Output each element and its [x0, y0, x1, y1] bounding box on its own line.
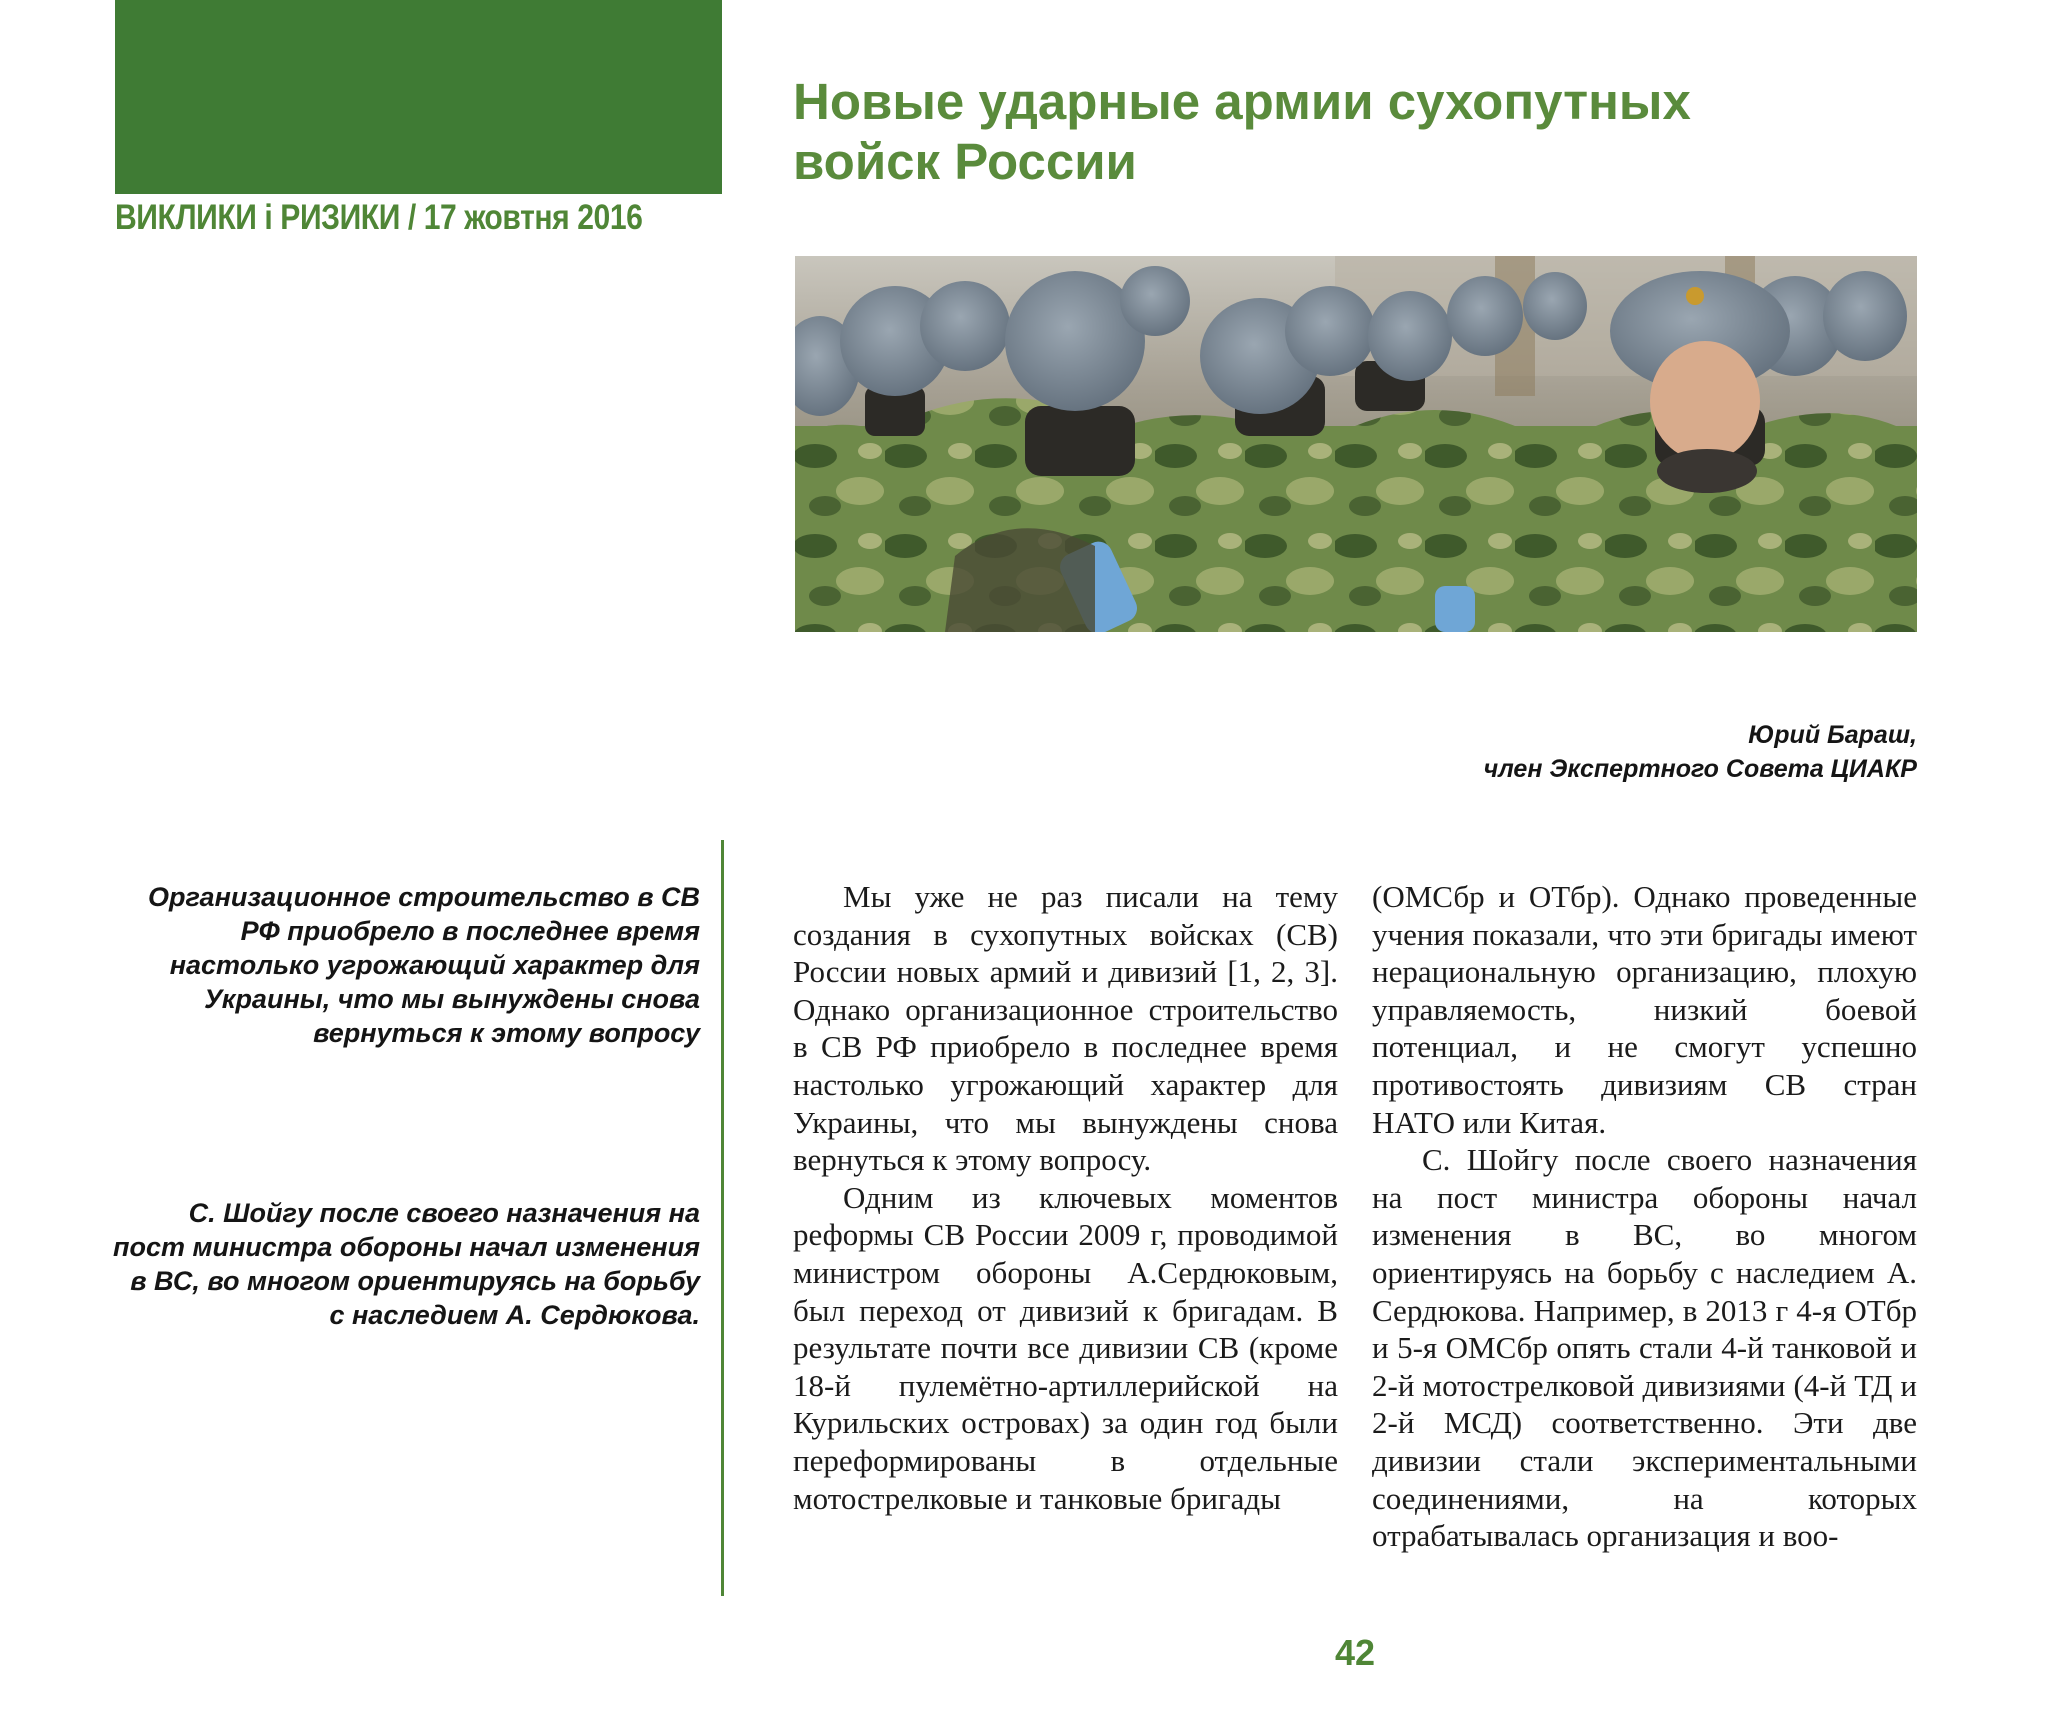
page-number: 42 — [1334, 1632, 1376, 1673]
journal-issue-line: ВИКЛИКИ і РИЗИКИ / 17 жовтня 2016 — [115, 198, 643, 237]
body-paragraph: (ОМСбр и ОТбр). Однако проведенные учения показали, что эти бригады имеют нерациональную организацию, плохую управляемость, низкий боевой потенциал, и не смогут успешно противостоять дивизиям СВ стран НАТО или Китая. — [1372, 879, 1917, 1140]
header-color-block — [115, 0, 722, 194]
article-title-line-2: войск России — [793, 133, 1137, 190]
author-name: Юрий Бараш, — [1748, 721, 1917, 749]
pull-quote-1: Организационное строительство в СВ РФ приобрело в последнее время настолько угрожающий характер для Украины, что мы вынуждены снова вернуться к этому вопросу — [148, 882, 700, 1048]
hero-photo — [795, 256, 1917, 632]
article-title-line-1: Новые ударные армии сухопутных — [793, 73, 1691, 130]
body-paragraph: С. Шойгу после своего назначения на пост министра обороны начал изменения в ВС, во многом ориентируясь на борьбу с наследием А. Сердюкова. Например, в 2013 г 4-я ОТбр и 5-я ОМСбр опять стали 4-й танковой и 2-й мотострелковой дивизиями (4-й ТД и 2-й МСД) соответственно. Эти две дивизии стали экспериментальными соединениями, на которых отрабатывалась организация и воо- — [1372, 1142, 1917, 1554]
body-paragraph: Мы уже не раз писали на тему создания в сухопутных войсках (СВ) России новых армий и дивизий [1, 2, 3]. Однако организационное строительство в СВ РФ приобрело в последнее время настолько угрожающий характер для Украины, что мы вынуждены снова вернуться к этому вопросу. — [793, 879, 1338, 1178]
pull-quote-2: С. Шойгу после своего назначения на пост министра обороны начал изменения в ВС, во многом ориентируясь на борьбу с наследием А. Сердюкова. — [113, 1198, 700, 1330]
author-byline — [1217, 718, 1917, 786]
body-paragraph: Одним из ключевых моментов реформы СВ России 2009 г, проводимой министром обороны А.Сердюковым, был переход от дивизий к бригадам. В результате почти все дивизии СВ (кроме 18-й пулемётно-артиллерийской на Курильских островах) за один год были переформированы в отдельные мотострелковые и танковые бригады — [793, 1179, 1338, 1516]
soldiers-photo-icon — [795, 256, 1917, 632]
body-column-2 — [1372, 878, 1917, 1555]
column-divider — [721, 840, 724, 1596]
body-column-1 — [793, 878, 1338, 1517]
article-title — [793, 72, 1913, 192]
author-role: член Экспертного Совета ЦИАКР — [1483, 755, 1917, 783]
